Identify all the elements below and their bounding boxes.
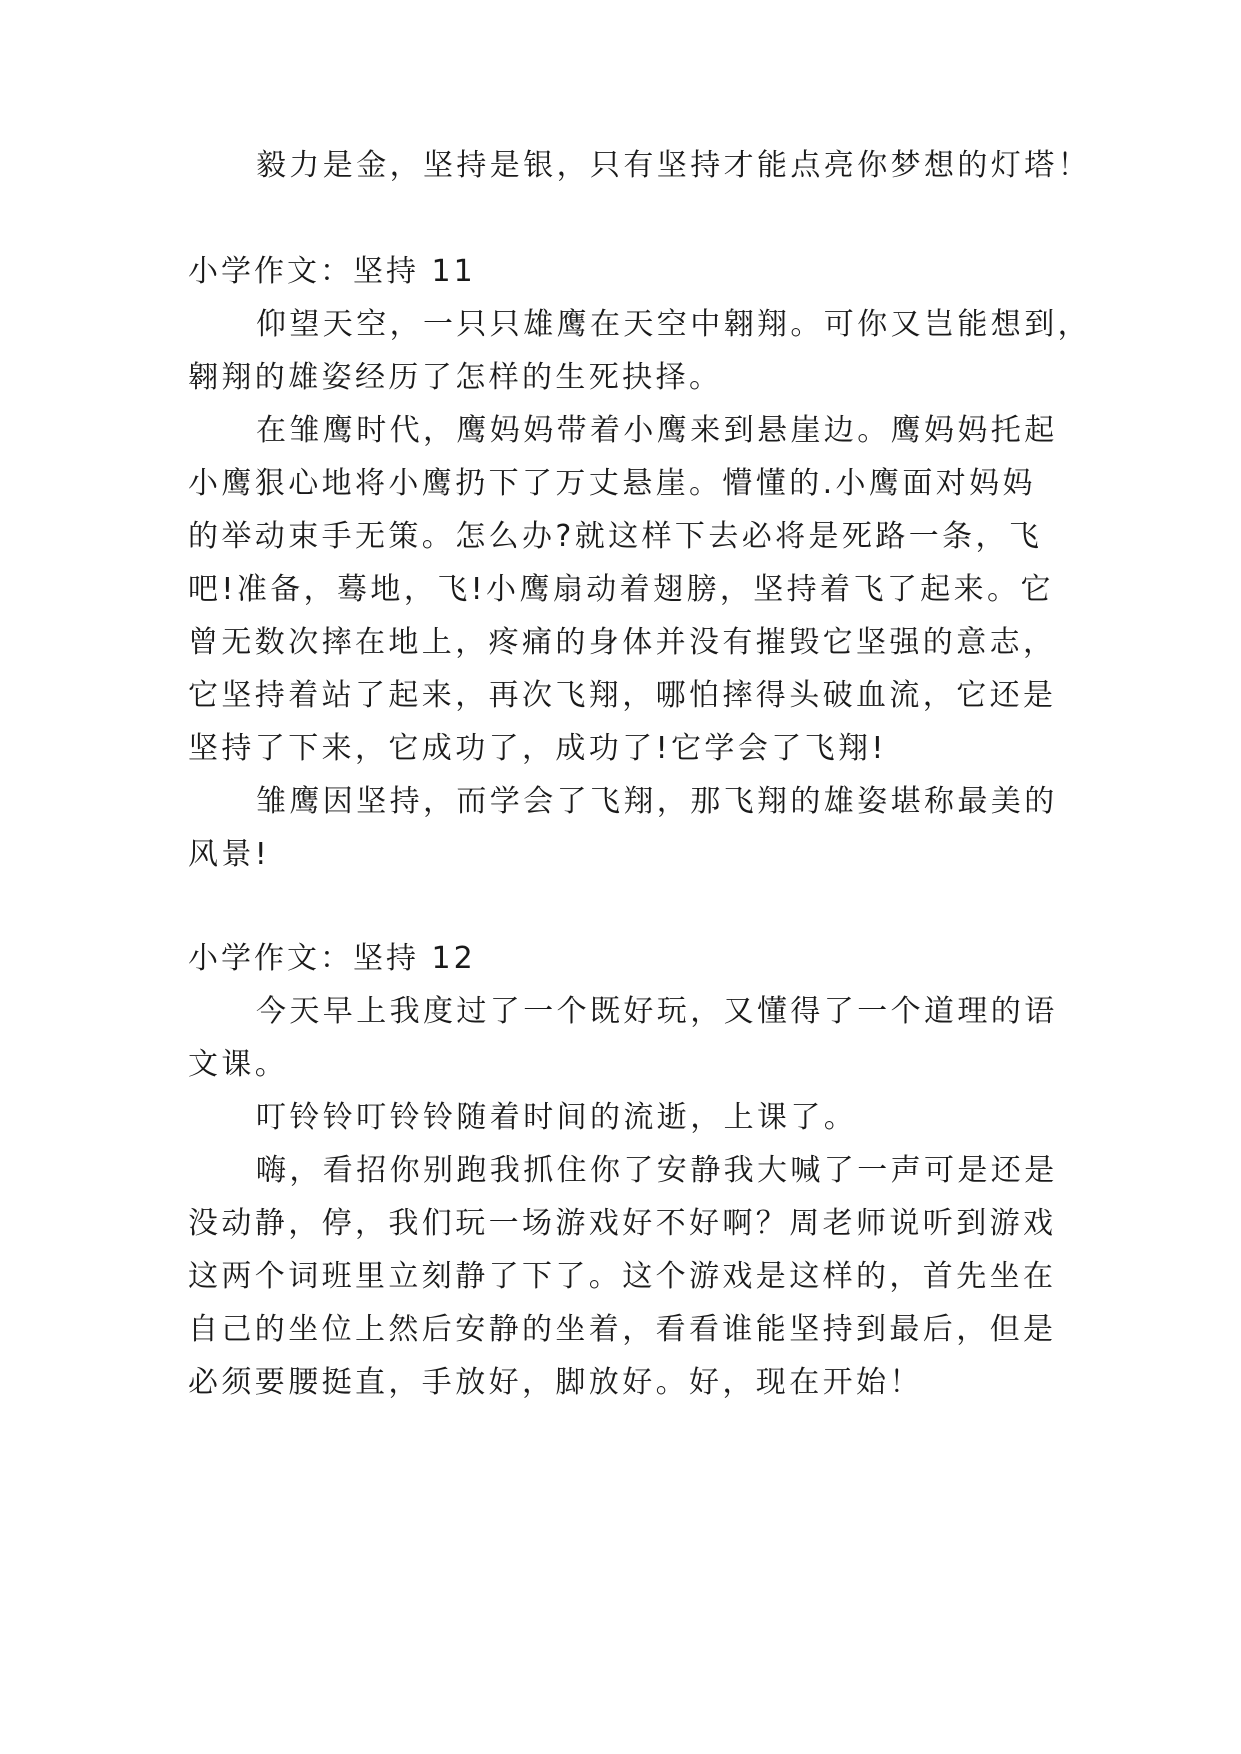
essay-12-line: 今天早上我度过了一个既好玩，又懂得了一个道理的语: [256, 994, 1058, 1029]
essay-11-line: 曾无数次摔在地上，疼痛的身体并没有摧毁它坚强的意志，: [188, 625, 1057, 660]
essay-12-line: 文课。: [188, 1047, 289, 1082]
essay-11-line: 它坚持着站了起来，再次飞翔，哪怕摔得头破血流，它还是: [188, 678, 1057, 713]
essay-11-line: 雏鹰因坚持，而学会了飞翔，那飞翔的雄姿堪称最美的: [256, 784, 1058, 819]
essay-11-line: 仰望天空，一只只雄鹰在天空中翱翔。可你又岂能想到，: [256, 307, 1091, 342]
essay-12-line: 叮铃铃叮铃铃随着时间的流逝，上课了。: [256, 1100, 858, 1135]
essay-11-line: 风景!: [188, 837, 271, 872]
essay-12-line: 这两个词班里立刻静了下了。这个游戏是这样的，首先坐在: [188, 1259, 1057, 1294]
closing-sentence: 毅力是金，坚持是银，只有坚持才能点亮你梦想的灯塔！: [256, 148, 1091, 183]
essay-11-line: 翱翔的雄姿经历了怎样的生死抉择。: [188, 360, 723, 395]
essay-11-line: 在雏鹰时代，鹰妈妈带着小鹰来到悬崖边。鹰妈妈托起: [256, 413, 1058, 448]
essay-11-line: 吧!准备，蓦地，飞!小鹰扇动着翅膀，坚持着飞了起来。它: [188, 572, 1054, 607]
essay-12-line: 必须要腰挺直，手放好，脚放好。好，现在开始！: [188, 1365, 923, 1400]
essay-12-line: 自己的坐位上然后安静的坐着，看看谁能坚持到最后，但是: [188, 1312, 1057, 1347]
essay-11-line: 的举动束手无策。怎么办?就这样下去必将是死路一条，飞: [188, 519, 1043, 554]
essay-11-line: 坚持了下来，它成功了，成功了!它学会了飞翔!: [188, 731, 887, 766]
essay-12-line: 没动静，停，我们玩一场游戏好不好啊？周老师说听到游戏: [188, 1206, 1057, 1241]
essay-11-line: 小鹰狠心地将小鹰扔下了万丈悬崖。懵懂的.小鹰面对妈妈: [188, 466, 1036, 501]
essay-11-title: 小学作文：坚持 11: [188, 254, 476, 289]
essay-12-title: 小学作文：坚持 12: [188, 941, 476, 976]
essay-12-line: 嗨，看招你别跑我抓住你了安静我大喊了一声可是还是: [256, 1153, 1058, 1188]
